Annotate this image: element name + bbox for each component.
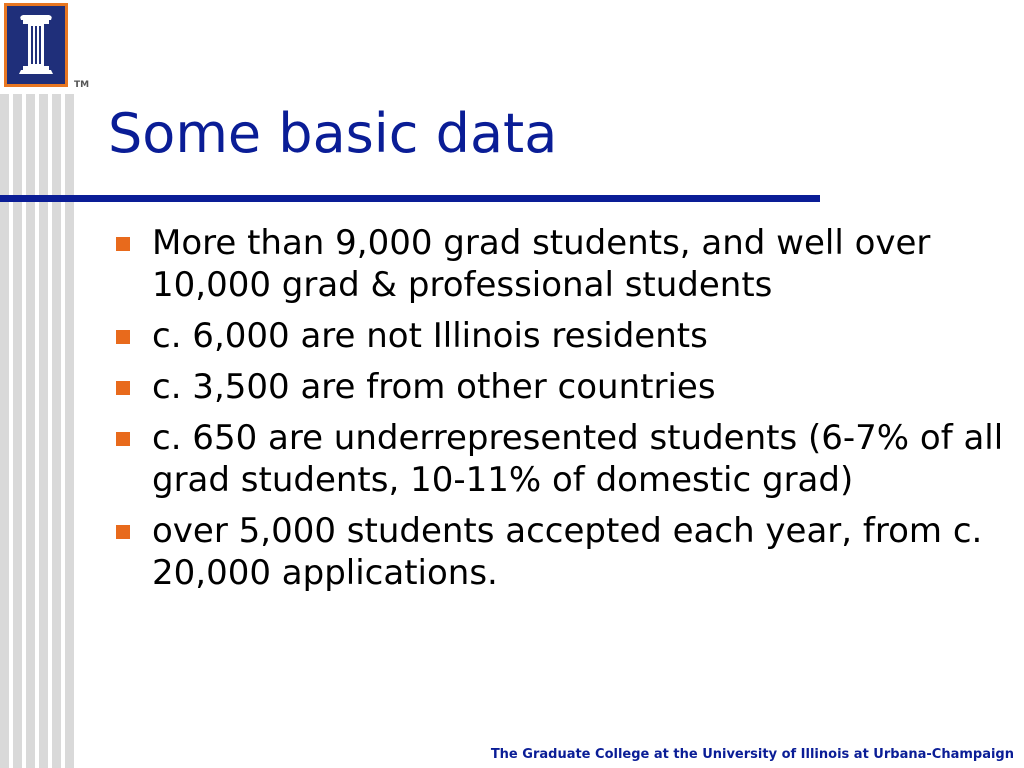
- bullet-text: c. 3,500 are from other countries: [152, 367, 716, 407]
- bullet-item: [116, 315, 1006, 357]
- bullet-item: [116, 222, 1006, 306]
- slide-footer: The Graduate College at the University of Illinois at Urbana-Champaign: [490, 747, 1014, 762]
- square-bullet-icon: [116, 525, 130, 539]
- bullet-text: More than 9,000 grad students, and well over 10,000 grad & professional students: [152, 223, 931, 305]
- square-bullet-icon: [116, 381, 130, 395]
- square-bullet-icon: [116, 330, 130, 344]
- square-bullet-icon: [116, 237, 130, 251]
- bullet-item: [116, 510, 1006, 594]
- bullet-text: c. 650 are underrepresented students (6-7% of all grad students, 10-11% of domestic grad): [152, 418, 1004, 500]
- bullet-item: [116, 366, 1006, 408]
- bullet-list: [116, 222, 1006, 603]
- illinois-column-logo-icon: [4, 3, 68, 87]
- square-bullet-icon: [116, 432, 130, 446]
- bullet-text: c. 6,000 are not Illinois residents: [152, 316, 708, 356]
- title-underline-rule: [0, 195, 820, 202]
- bullet-text: over 5,000 students accepted each year, from c. 20,000 applications.: [152, 511, 983, 593]
- slide-title: Some basic data: [108, 102, 558, 165]
- trademark-mark: TM: [74, 80, 90, 90]
- bullet-item: [116, 417, 1006, 501]
